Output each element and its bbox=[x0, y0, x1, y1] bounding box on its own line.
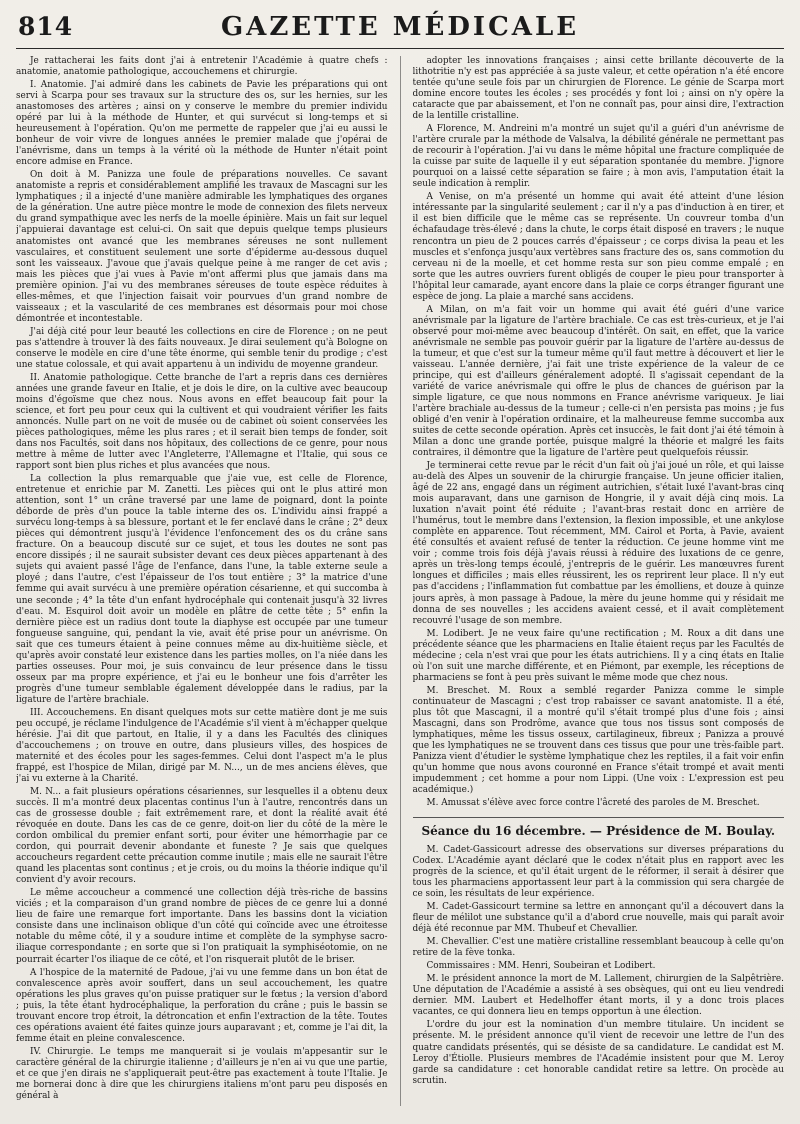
paragraph: Le même accoucheur a commencé une collection déjà très-riche de bassins viciés ; et la comparaison d'un grand nombre de pièces de ce genre lui a donné lieu de faire une remarque fort importante. Dans les bassins dont la viciation consiste dans une inclinaison oblique d'un côté qui coïncide avec une étroitesse notable du même côté, il y a soudure intime et complète de la symphyse sacro-iliaque correspondante ; en sorte que si l'on pratiquait la symphiséotomie, on ne pourrait écarter l'os iliaque de ce côté, et l'on risquerait plutôt de le briser. bbox=[16, 888, 388, 965]
seance-heading: Séance du 16 décembre. — Présidence de M. Boulay. bbox=[413, 817, 785, 839]
paragraph: J'ai déjà cité pour leur beauté les collections en cire de Florence ; on ne peut pas s'attendre à trouver là des faits nouveaux. Je dirai seulement qu'à Bologne on conserve le modèle en cire d'une tête énorme, qui semble tenir du prodige ; c'est une statue colossale, et qui avait appartenu à un individu de moyenne grandeur. bbox=[16, 326, 388, 370]
paragraph: M. Breschet. M. Roux a semblé regarder Panizza comme le simple continuateur de Mascagni ; c'est trop rabaisser ce savant anatomiste. Il a été, plus tôt que Mascagni, il a montré qu'il s'était trompé plus d'une fois ; ainsi Mascagni, dans son Prodrôme, avance que tous nos tissus sont composés de lymphatiques, même les tissus osseux, cartilagineux, fibreux ; Panizza a prouvé que les lymphatiques ne se trouvent dans ces tissus que pour une très-faible part. Panizza vient d'étudier le système lymphatique chez les reptiles, il a fait voir enfin qu'un homme que nous avons couronné en France s'était trompé et avait menti impudemment ; cet homme a pour nom Lippi. (Une voix : L'expression est peu académique.) bbox=[412, 685, 784, 796]
paragraph: M. Cadet-Gassicourt termine sa lettre en annonçant qu'il a découvert dans la fleur de mélilot une substance qu'il a d'abord crue nouvelle, mais qui paraît avoir déjà été reconnue par MM. Thubeuf et Chevallier. bbox=[412, 902, 784, 935]
paragraph: II. Anatomie pathologique. Cette branche de l'art a repris dans ces dernières années une grande faveur en Italie, et je dois le dire, on la cultive avec beaucoup moins d'égoïsme que chez nous. Nous avons en effet beaucoup fait pour la science, et fort peu pour ceux qui la cultivent et qui voudraient vérifier les faits annoncés. Nulle part on ne voit de musée ou de cabinet où soient conservées les pièces pathologiques, même les plus rares ; et il serait bien temps de fonder, soit dans nos Facultés, soit dans nos hôpitaux, des collections de ce genre, pour nous mettre à même de lutter avec l'Angleterre, l'Allemagne et l'Italie, qui sous ce rapport sont bien plus riches et plus avancées que nous. bbox=[16, 372, 388, 472]
paragraph: A Florence, M. Andreini m'a montré un sujet qu'il a guéri d'un anévrisme de l'artère crurale par la méthode de Valsalva, la débilité générale ne permettant pas de recourir à l'opération. J'ai vu dans le même hôpital une fracture compliquée de la cuisse par suite de laquelle il y eut séparation spontanée du membre. J'ignore pourquoi on a laissé cette séparation se faire ; à mon avis, l'amputation était la seule indication à remplir. bbox=[412, 124, 784, 190]
paragraph: M. le président annonce la mort de M. Lallement, chirurgien de la Salpêtrière. Une députation de l'Académie a assisté à ses obsèques, qui ont eu lieu vendredi dernier. MM. Laubert et Hedelhoffer étant morts, il y a donc trois places vacantes, ce qui donnera lieu en temps opportun à une élection. bbox=[412, 974, 784, 1018]
paragraph: Je terminerai cette revue par le récit d'un fait où j'ai joué un rôle, et qui laisse au-delà des Alpes un souvenir de la chirurgie française. Un jeune officier italien, âgé de 22 ans, engagé dans un régiment autrichien, s'était luxé l'avant-bras cinq mois auparavant, dans une garnison de Hongrie, il y avait déjà cinq mois. La luxation n'avait point été réduite ; l'avant-bras restait donc en arrière de l'humérus, tout le membre dans l'extension, la flexion impossible, et une ankylose complète en apparence. Tout récemment, MM. Cairol et Porta, à Pavie, avaient été consultés et avaient refusé de tenter la réduction. Ce jeune homme vint me voir ; comme trois fois déjà j'avais réussi à réduire des luxations de ce genre, après un très-long temps écoulé, j'entrepris de le guérir. Les manœuvres furent longues et difficiles ; mais elles réussirent, les os reprirent leur place. Il n'y eut pas d'accidens ; l'inflammation fut combattue par les émolliens, et douze à quinze jours après, à mon passage à Padoue, la mère du jeune homme qui y résidait me donna de ses nouvelles ; les accidens avaient cessé, et il avait complètement recouvré l'usage de son membre. bbox=[412, 461, 784, 626]
paragraph: I. Anatomie. J'ai admiré dans les cabinets de Pavie les préparations qui ont servi à Scarpa pour ses travaux sur la structure des os, sur les hernies, sur les anastomoses des artères ; ainsi on y conserve le membre du premier individu opéré par lui à la méthode de Hunter, et qui survécut si long-temps et si heureusement à l'opération. Qu'on me permette de rappeler que j'ai eu aussi le bonheur de voir vivre de longues années le premier malade que j'opérai de l'anévrisme, dans un temps à la vérité où la méthode de Hunter n'était point encore admise en France. bbox=[16, 80, 388, 168]
paragraph: M. Amussat s'élève avec force contre l'âcreté des paroles de M. Breschet. bbox=[426, 798, 760, 809]
paragraph: On doit à M. Panizza une foule de préparations nouvelles. Ce savant anatomiste a repris et considérablement amplifié les travaux de Mascagni sur les lymphatiques ; il a injecté d'une manière admirable les lymphatiques des organes de la génération. Une autre pièce montre le mode de connexion des filets nerveux du grand sympathique avec les nerfs de la moelle épinière. Mais un fait sur lequel j'appuierai davantage est celui-ci. On sait que depuis quelque temps plusieurs anatomistes ont avancé que les membranes séreuses ne sont nullement vasculaires, et constituent seulement une sorte d'épiderme au-dessous duquel sont les vaisseaux. J'avoue que j'avais quelque peine à me ranger de cet avis ; mais les pièces que j'ai vues à Pavie m'ont affermi plus que jamais dans ma première opinion. J'ai vu des membranes séreuses de toute espèce réduites à elles-mêmes, et que l'injection faisait voir pourvues d'un grand nombre de vaisseaux ; et la vascularité de ces membranes est désormais pour moi chose démontrée et incontestable. bbox=[16, 170, 388, 324]
paragraph: Commissaires : MM. Henri, Soubeiran et Lodibert. bbox=[426, 961, 656, 972]
paragraph: Je rattacherai les faits dont j'ai à entretenir l'Académie à quatre chefs : anatomie, anatomie pathologique, accouchemens et chirurgie. bbox=[16, 56, 388, 78]
left-column bbox=[16, 56, 388, 1106]
paragraph: La collection la plus remarquable que j'aie vue, est celle de Florence, entretenue et enrichie par M. Zanetti. Les pièces qui ont le plus attiré mon attention, sont 1° un crâne traversé par une lame de poignard, dont la pointe déborde de près d'un pouce la table interne des os. L'individu ainsi frappé a survécu long-temps à sa blessure, portant et le fer enclavé dans le crâne ; 2° deux pièces qui démontrent jusqu'à l'évidence l'enfoncement des os du crâne sans fracture. On a beaucoup discuté sur ce sujet, et tous les doutes ne sont pas encore dissipés ; il ne saurait subsister devant ces deux pièces appartenant à des sujets qui avaient passé l'âge de l'enfance, dans l'une, la table externe seule a ployé ; dans l'autre, c'est l'épaisseur de l'os tout entière ; 3° la matrice d'une femme qui avait survécu à une première opération césarienne, et qui succomba à une seconde ; 4° la tête d'un enfant hydrocéphale qui contenait jusqu'à 32 livres d'eau. M. Esquirol doit avoir un modèle en plâtre de cette tête ; 5° enfin la dernière pièce est un radius dont toute la diaphyse est occupée par une tumeur fongueuse sanguine, qui, pendant la vie, avait été prise pour un anévrisme. On sait que ces tumeurs étaient à peine connues même au dix-huitième siècle, et qu'après avoir constaté leur existence dans les parties molles, on l'a niée dans les parties osseuses. Pour moi, je suis convaincu de leur présence dans le tissu osseux par ma propre expérience, et j'ai eu le bonheur une fois d'arrêter les progrès d'une tumeur semblable également développée dans le radius, par la ligature de l'artère brachiale. bbox=[16, 474, 388, 705]
paragraph: adopter les innovations françaises ; ainsi cette brillante découverte de la lithotritie n'y est pas appréciée à sa juste valeur, et cette opération n'a été encore tentée qu'une seule fois par un chirurgien de Florence. Le génie de Scarpa mort domine encore toutes les écoles ; ses procédés y font loi ; ainsi on n'y opère la cataracte que par abaissement, et l'on ne connaît pas, pour ainsi dire, l'extraction de la lentille cristalline. bbox=[412, 56, 784, 122]
page-number: 814 bbox=[18, 12, 74, 41]
paragraph: M. Chevallier. C'est une matière cristalline ressemblant beaucoup à celle qu'on retire de la fève tonka. bbox=[412, 937, 784, 959]
paragraph: M. Lodibert. Je ne veux faire qu'une rectification ; M. Roux a dit dans une précédente séance que les pharmaciens en Italie étaient reçus par les Facultés de médecine ; cela n'est vrai que pour les états autrichiens. Il y a cinq états en Italie où l'on suit une marche différente, et en Piémont, par exemple, les réceptions de pharmaciens se font à peu près suivant le même mode que chez nous. bbox=[412, 628, 784, 683]
paragraph: III. Accouchemens. En disant quelques mots sur cette matière dont je me suis peu occupé, je réclame l'indulgence de l'Académie s'il vient à m'échapper quelque hérésie. J'ai dit que partout, en Italie, il y a dans les Facultés des cliniques d'accouchemens ; on trouve en outre, dans plusieurs villes, des hospices de maternité et des écoles pour les sages-femmes. Celui dont l'aspect m'a le plus frappé, est l'hospice de Milan, dirigé par M. N..., un de mes anciens élèves, que j'ai vu externe à la Charité. bbox=[16, 707, 388, 784]
page-title: GAZETTE MÉDICALE bbox=[220, 12, 580, 42]
paragraph: A l'hospice de la maternité de Padoue, j'ai vu une femme dans un bon état de convalescence après avoir souffert, dans un seul accouchement, les quatre opérations les plus graves qu'on puisse pratiquer sur le fœtus ; la version d'abord ; puis, la tête étant hydrocéphalique, la perforation du crâne ; puis le bassin se trouvant encore trop étroit, la détroncation et enfin l'extraction de la tête. Toutes ces opérations avaient été faites quinze jours auparavant ; et, comme je l'ai dit, la femme était en pleine convalescence. bbox=[16, 967, 388, 1044]
paragraph: A Milan, on m'a fait voir un homme qui avait été guéri d'une varice anévrismale par la ligature de l'artère brachiale. Ce cas est très-curieux, et je l'ai observé pour moi-même avec beaucoup d'intérêt. On sait, en effet, que la varice anévrismale ne semble pas pouvoir guérir par la ligature de l'artère au-dessus de la tumeur, et que c'est sur la tumeur même qu'il faut mettre à découvert et lier le vaisseau. L'année dernière, j'ai fait une triste expérience de la valeur de ce principe, qui est d'ailleurs généralement adopté. Il s'agissait cependant de la variété de varice anévrismale qui offre le plus de chances de guérison par la simple ligature, ce que nous nommons en France anévrisme variqueux. Je liai l'artère brachiale au-dessus de la tumeur ; celle-ci n'en persista pas moins ; je fus obligé d'en venir à l'opération ordinaire, et la malheureuse femme succomba aux suites de cette seconde opération. Après cet insuccès, le fait dont j'ai été témoin à Milan a donc une grande portée, puisque malgré la théorie et malgré les faits contraires, il démontre que la ligature de l'artère peut quelquefois réussir. bbox=[412, 304, 784, 459]
paragraph: M. Cadet-Gassicourt adresse des observations sur diverses préparations du Codex. L'Académie ayant déclaré que le codex n'était plus en rapport avec les progrès de la science, et qu'il était urgent de le réformer, il serait à désirer que tous les pharmaciens apportassent leur part à la commission qui sera chargée de ce soin, les résultats de leur expérience. bbox=[412, 844, 784, 900]
paragraph: A Venise, on m'a présenté un homme qui avait été atteint d'une lésion intéressante par la singularité seulement ; car il n'y a pas d'induction à en tirer, et il est bien difficile que le même cas se représente. Un couvreur tomba d'un échafaudage très-élevé ; dans la chute, le corps était disposé en travers ; le nuque rencontra un pieu de 2 pouces carrés d'épaisseur ; ce corps divisa la peau et les muscles et s'enfonça jusqu'aux vertèbres sans fracture des os, sans commotion du cerveau ni de la moelle, et cet homme resta sur son pieu comme empalé ; en sorte que les autres ouvriers furent obligés de couper le pieu pour transporter à l'hôpital leur camarade, ayant encore dans la plaie ce corps étranger figurant une espèce de jong. La plaie a marché sans accidens. bbox=[412, 192, 784, 302]
page-header bbox=[16, 8, 784, 49]
paragraph: L'ordre du jour est la nomination d'un membre titulaire. Un incident se présente. M. le président annonce qu'il vient de recevoir une lettre de l'un des quatre candidats présentés, qui se désiste de sa candidature. Le candidat est M. Leroy d'Étiolle. Plusieurs membres de l'Académie insistent pour que M. Leroy garde sa candidature : cet honorable candidat retire sa lettre. On procède au scrutin. bbox=[412, 1020, 784, 1086]
column-divider bbox=[400, 56, 401, 1106]
text-columns bbox=[16, 56, 784, 1106]
right-column bbox=[413, 56, 785, 1106]
paragraph: IV. Chirurgie. Le temps me manquerait si je voulais m'appesantir sur le caractère général de la chirurgie italienne ; d'ailleurs je n'en ai vu que une partie, et ce que j'en dirais ne s'appliquerait peut-être pas exactement à toute l'Italie. Je me bornerai donc à dire que les chirurgiens italiens m'ont paru peu disposés en général à bbox=[16, 1046, 388, 1101]
paragraph: M. N... a fait plusieurs opérations césariennes, sur lesquelles il a obtenu deux succès. Il m'a montré deux placentas continus l'un à l'autre, rencontrés dans un cas de grossesse double ; fait extrêmement rare, et dont la réalité avait été révoquée en doute. Dans les cas de ce genre, doit-on lier du côté de la mère le cordon ombilical du premier enfant sorti, pour éviter une hémorrhagie par ce cordon, qui pourrait devenir abondante et funeste ? Je sais que quelques accoucheurs regardent cette précaution comme inutile ; mais elle ne saurait l'être quand les placentas sont continus ; et je crois, ou du moins la théorie indique qu'il convient d'y avoir recours. bbox=[16, 787, 388, 886]
